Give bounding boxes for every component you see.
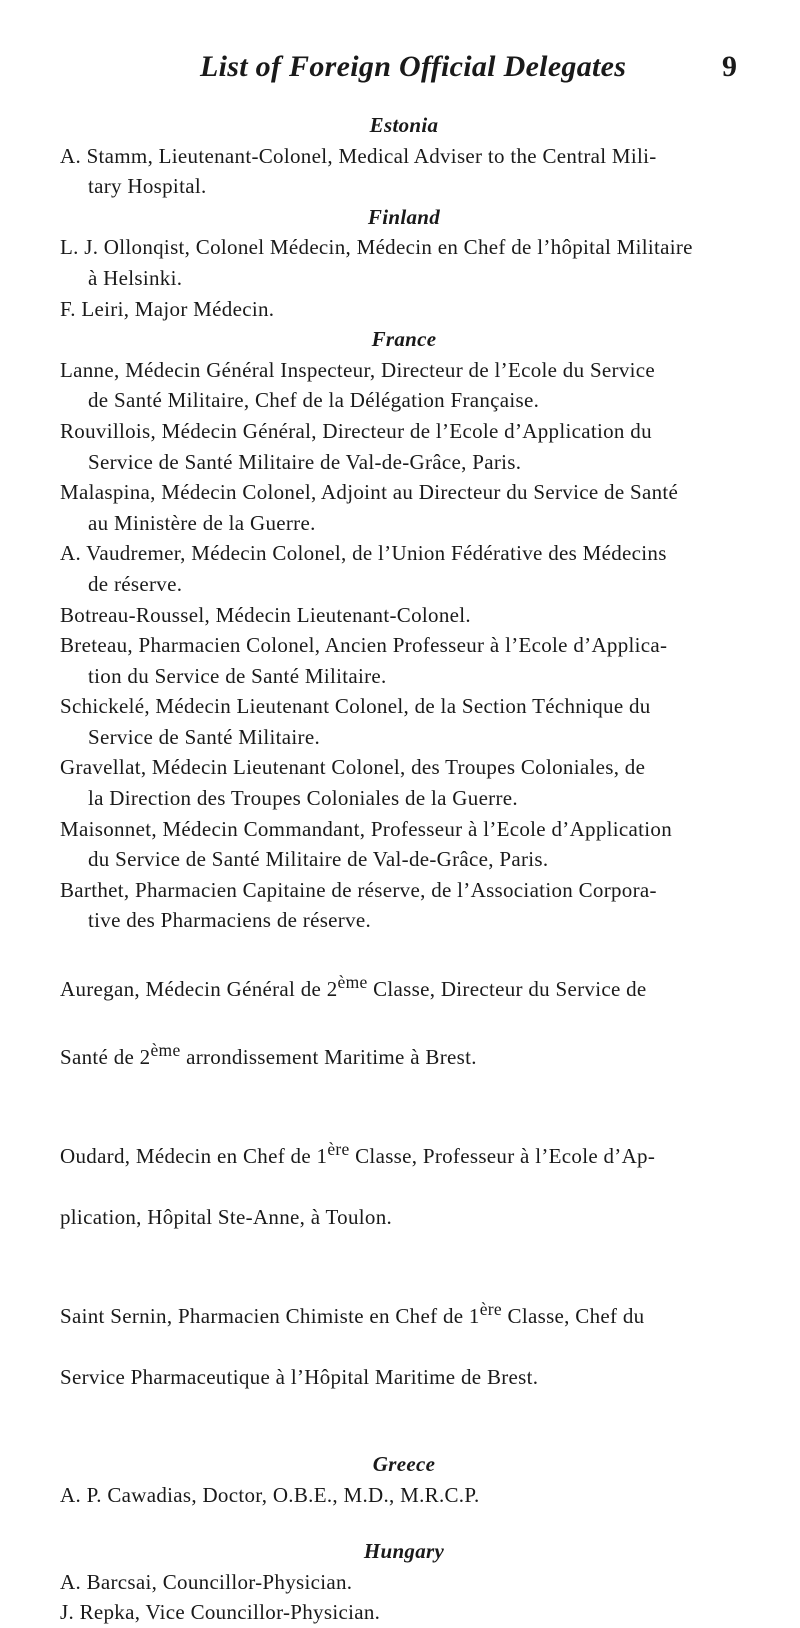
entry-line: plication, Hôpital Ste-Anne, à Toulon. xyxy=(60,1204,393,1229)
delegate-entry: Malaspina, Médecin Colonel, Adjoint au Directeur du Service de Santé au Ministère de la Guerre. xyxy=(60,480,679,535)
country-heading-france: France xyxy=(371,327,437,352)
delegate-entry: Botreau-Roussel, Médecin Lieutenant-Colonel. xyxy=(60,602,471,627)
page-header xyxy=(0,50,800,98)
ordinal-superscript: ère xyxy=(479,1298,502,1319)
running-head: List of Foreign Official Delegates xyxy=(200,50,627,83)
entry-line xyxy=(60,1134,748,1172)
ordinal-superscript: ère xyxy=(327,1138,350,1159)
delegate-entry-saint-sernin xyxy=(60,1263,748,1423)
entry-text: Classe, Directeur du Service de xyxy=(367,976,647,1001)
delegate-entry-oudard xyxy=(60,1103,748,1263)
entry-line: Service Pharmaceutique à l’Hôpital Maritime de Brest. xyxy=(60,1364,539,1389)
entry-line xyxy=(60,967,748,1005)
delegate-entry: A. Stamm, Lieutenant-Colonel, Medical Adviser to the Central Mili- tary Hospital. xyxy=(60,143,657,199)
ordinal-superscript: ème xyxy=(337,971,368,992)
delegate-entry: Lanne, Médecin Général Inspecteur, Directeur de l’Ecole du Service de Santé Militaire, Chef de la Délégation Française. xyxy=(60,357,656,413)
entry-text: Santé de 2 xyxy=(60,1044,151,1069)
delegate-entry: A. Vaudremer, Médecin Colonel, de l’Union Fédérative des Médecins de réserve. xyxy=(60,541,667,596)
delegate-entry: L. J. Ollonqist, Colonel Médecin, Médecin en Chef de l’hôpital Militaire à Helsinki. xyxy=(60,235,693,290)
page-number: 9 xyxy=(722,50,737,83)
delegate-entry: J. Repka, Vice Councillor-Physician. xyxy=(60,1600,381,1625)
country-heading-finland: Finland xyxy=(367,204,441,229)
country-heading-greece: Greece xyxy=(372,1451,436,1476)
entry-line xyxy=(60,1294,748,1332)
country-heading-estonia: Estonia xyxy=(369,113,439,137)
country-heading-hungary: Hungary xyxy=(363,1539,445,1564)
entry-text: Auregan, Médecin Général de 2 xyxy=(60,976,338,1001)
ordinal-superscript: ème xyxy=(150,1039,181,1060)
delegate-entry: Barthet, Pharmacien Capitaine de réserve, de l’Association Corpora- tive des Pharmaciens de réserve. xyxy=(60,877,657,933)
entry-line xyxy=(60,1035,748,1073)
entry-text: Classe, Chef du xyxy=(502,1303,645,1328)
entry-text: arrondissement Maritime à Brest. xyxy=(180,1044,477,1069)
entry-text: Oudard, Médecin en Chef de 1 xyxy=(60,1143,328,1168)
delegate-entry: A. Barcsai, Councillor-Physician. xyxy=(60,1569,353,1594)
entry-text: Saint Sernin, Pharmacien Chimiste en Chef de 1 xyxy=(60,1303,480,1328)
delegate-entry: Gravellat, Médecin Lieutenant Colonel, des Troupes Coloniales, de la Direction des Troupes Coloniales de la Guerre. xyxy=(60,755,646,811)
delegate-entry: Rouvillois, Médecin Général, Directeur de l’Ecole d’Application du Service de Santé Militaire de Val-de-Grâce, Paris. xyxy=(60,418,652,474)
entry-text: Classe, Professeur à l’Ecole d’Ap- xyxy=(349,1143,656,1168)
delegate-entry: Maisonnet, Médecin Commandant, Professeur à l’Ecole d’Application du Service de Santé Militaire de Val-de-Grâce, Paris. xyxy=(60,816,673,872)
delegates-list xyxy=(60,110,748,1628)
delegate-entry: Schickelé, Médecin Lieutenant Colonel, de la Section Téchnique du Service de Santé Militaire. xyxy=(60,694,651,749)
delegate-entry: Breteau, Pharmacien Colonel, Ancien Professeur à l’Ecole d’Applica- tion du Service de Santé Militaire. xyxy=(60,633,668,688)
delegate-entry-auregan xyxy=(60,936,748,1103)
delegate-entry: F. Leiri, Major Médecin. xyxy=(60,296,275,321)
delegate-entry: A. P. Cawadias, Doctor, O.B.E., M.D., M.R.C.P. xyxy=(60,1482,480,1507)
